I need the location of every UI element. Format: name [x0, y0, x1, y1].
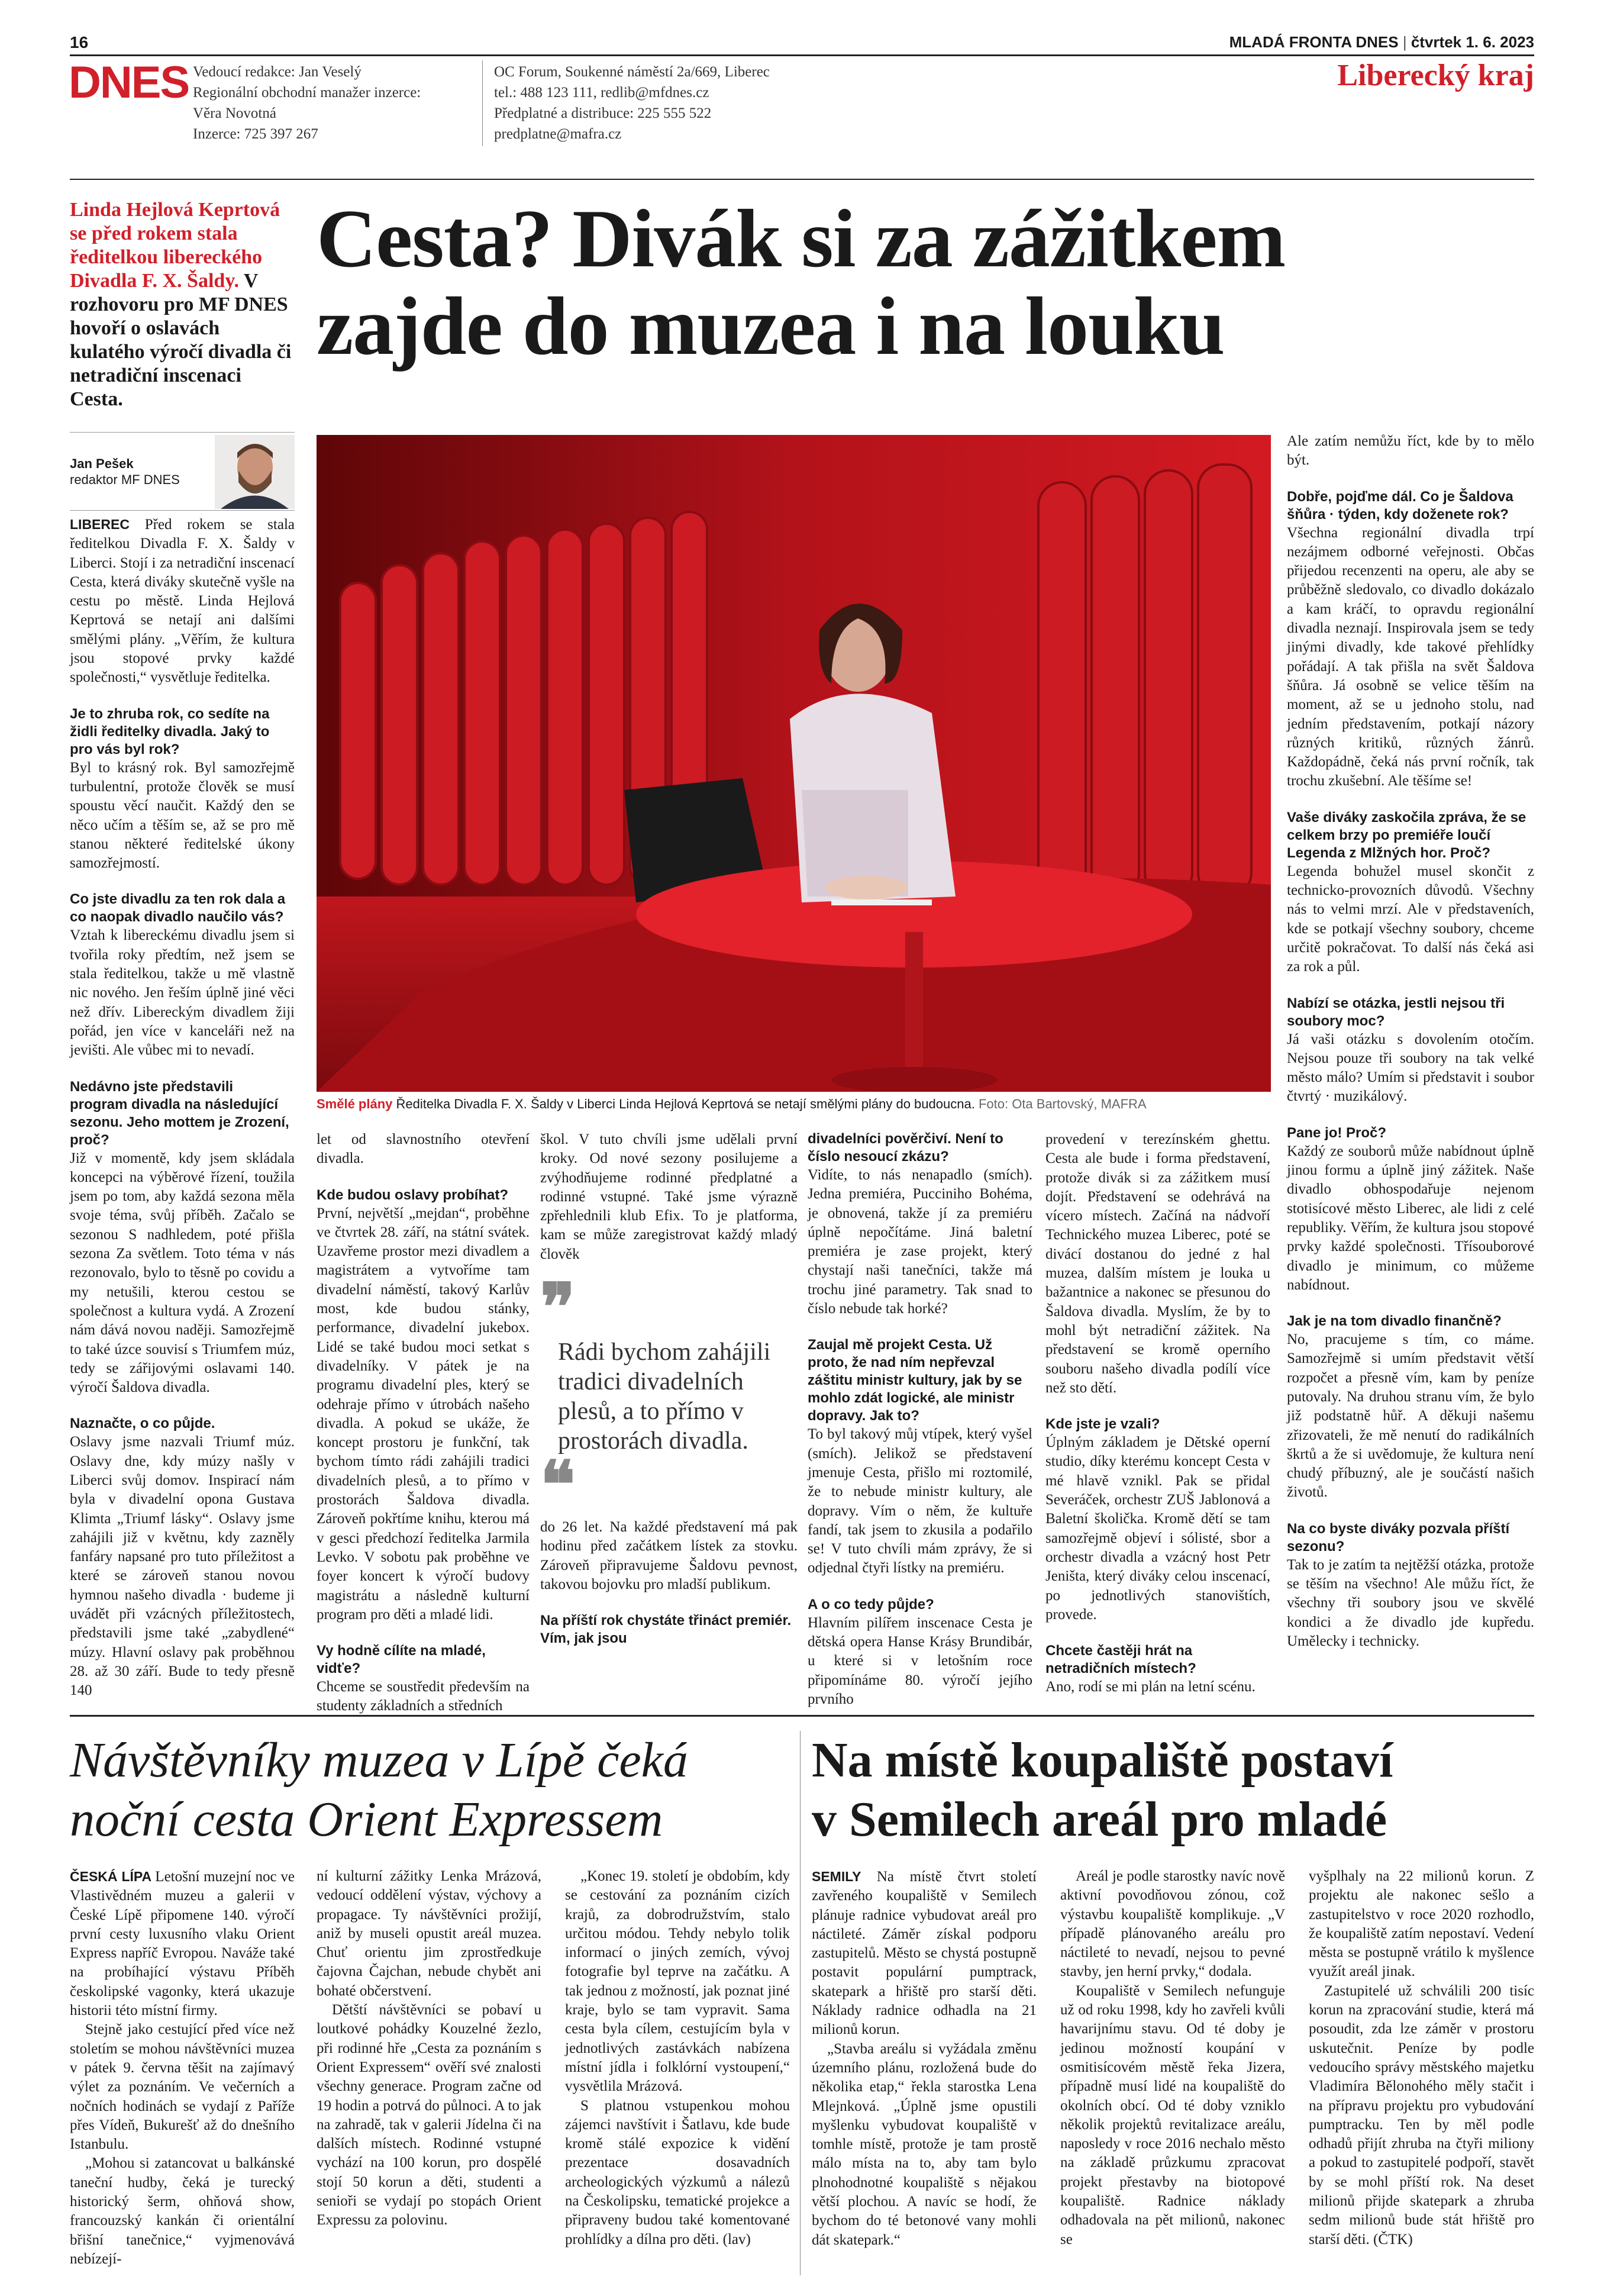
- question: Pane jo! Proč?: [1287, 1124, 1387, 1141]
- paragraph: Každý ze souborů může nabídnout úplně jinou formu a úplně jiný zážitek. Naše divadlo obhospodařuje nejenom stotisícové město Liberec, ale lidi z celé republiky. Věřím, že kultura jsou stopové prvky každé společnosti. Třísouborové divadlo je minimum, co můžeme nabídnout.: [1287, 1143, 1534, 1293]
- author-bottom-rule: [70, 510, 295, 511]
- paragraph: Tak to je zatím ta nejtěžší otázka, protože se těším na všechno! Ale můžu říct, že všechny tři soubory jsou ve skvělé kondici a že divadlo jde kupředu. Umělecky i technicky.: [1287, 1556, 1534, 1649]
- dateline: LIBEREC: [70, 517, 145, 532]
- main-col-3-bottom: [540, 1518, 798, 1647]
- paragraph: Úplným základem je Dětské operní studio, díky kterému koncept Cesta v mé hlavě vznikl. Pak se přidal Severáček, orchestr ZUŠ Jablonová a Baletní školička. Kromě dětí se tam samozřejmě objeví i sólisté, sbor a orchestr divadla a vzácný host Petr Jeništa, který diváky celou inscenací, po jednotlivých stanovištích, provede.: [1045, 1434, 1270, 1623]
- dateline: ČESKÁ LÍPA: [70, 1869, 156, 1884]
- contacts-right: OC Forum, Soukenné náměstí 2a/669, Liberec tel.: 488 123 111, redlib@mfdnes.cz Předplatné a distribuce: 225 555 522 predplatne@mafra.cz: [494, 64, 770, 142]
- paragraph: Ale zatím nemůžu říct, kde by to mělo být.: [1287, 433, 1534, 469]
- paragraph: „Mohou si zatancovat u balkánské taneční hudby, čeká je turecký historický šerm, ohňová show, francouzský kankán či orientální břišní tanečnice,“ vyjmenovává nebízejí-: [70, 2155, 295, 2267]
- main-photo: [317, 435, 1271, 1092]
- paragraph: Chceme se soustředit především na studenty základních a středních: [317, 1679, 530, 1714]
- paragraph: První, největší „mejdan“, proběhne ve čtvrtek 28. září, na státní svátek. Uzavřeme prostor mezi divadlem a magistrátem a vytvoříme tam divadelní náměstí, takový Karlův most, kde budou stánky, performance, divadelní jukebox. Lidé se také budou moci setkat s divadelníky. V pátek je na programu divadelní ples, který se odehraje přímo v útrobách našeho divadla. A pokud se ukáže, že koncept prostoru je funkční, tak bychom tímto rádi zahájili tradici divadelních plesů, a to přímo v prostorách Šaldova divadla. Zároveň pokřtíme knihu, kterou má v gesci předchozí ředitelka Jarmila Levko. V sobotu pak proběhne ve foyer koncert k výročí budovy magistrátu a následně kulturní program pro děti a mladé lidi.: [317, 1205, 530, 1623]
- paragraph: SEMILY Na místě čtvrt století zavřeného koupaliště v Semilech plánuje radnice vybudovat areál pro náctileté. Záměr získal podporu zastupitelů. Město se chystá postupně postavit populární pumptrack, skatepark a hřiště pro starší děti. Náklady radnice odhadla na 21 milionů korun.: [812, 1869, 1037, 2038]
- main-col-5: [1045, 1130, 1270, 1697]
- region-title: Liberecký kraj: [1337, 59, 1534, 92]
- paragraph: Již v momentě, kdy jsem skládala koncepci na výběrové řízení, toužila jsem po tom, aby každá sezona měla svoje téma, svůj příběh. Začalo se sezonou S nadhledem, poté přišla sezona Za světlem. Toto téma v nás rezonovalo, bylo to těsně po covidu a my netušili, kterou cestou se společnost a kultura vydá. A Zrození nám dává novou naději. Samozřejmě to také úzce souvisí s Triumfem múz, tedy se zářijovými oslavami 140. výročí Šaldova divadla.: [70, 1150, 295, 1396]
- contacts-left: Vedoucí redakce: Jan Veselý Regionální obchodní manažer inzerce: Věra Novotná Inzerce: 725 397 267: [193, 64, 421, 142]
- paragraph: Stejně jako cestující před více než stoletím se mohou návštěvníci muzea v pátek 9. června těšit na zajímavý výlet za poznáním. Ve večerních a nočních hodinách se vydají z Paříže přes Vídeň, Bukurešť až do dnešního Istanbulu.: [70, 2021, 295, 2153]
- paragraph: Byl to krásný rok. Byl samozřejmě turbulentní, protože člověk se musí spoustu věcí naučit. Každý den se něco učím a těším se, až se pro mě stanou některé ředitelské úkony samozřejmostí.: [70, 759, 295, 872]
- author-role: redaktor MF DNES: [70, 472, 180, 487]
- photo-caption: [317, 1096, 1271, 1112]
- caption-text: Ředitelka Divadla F. X. Šaldy v Liberci Linda Hejlová Keprtová se netají smělými plány do budoucna.: [396, 1097, 975, 1111]
- paragraph: LIBEREC Před rokem se stala ředitelkou Divadla F. X. Šaldy v Liberci. Stojí i za netradiční inscenací Cesta, která diváky skutečně vyšle na cestu po městě. Linda Hejlová Keprtová se netají ani dalšími smělými plány. „Věřím, že kultura jsou stopové prvky každé společnosti,“ vysvětluje ředitelka.: [70, 517, 295, 686]
- page-number: 16: [70, 33, 89, 51]
- main-headline: Cesta? Divák si za zážitkem zajde do muzea i na louku: [317, 193, 1286, 372]
- paragraph: Vidíte, to nás nenapadlo (smích). Jedna premiéra, Pucciniho Bohéma, je obnovená, takže jí za premiéru úplně nepočítáme. Jiná baletní premiéra je zase projekt, který chystají naši tanečníci, takže má trochu jiné parametry. Tak snad to číslo nebude tak horké?: [808, 1167, 1032, 1317]
- paragraph: Hlavním pilířem inscenace Cesta je dětská opera Hanse Krásy Brundibár, u které si v letošním roce připomínáme 80. výročí jejího prvního: [808, 1614, 1032, 1707]
- paragraph: Oslavy jsme nazvali Triumf múz. Oslavy dne, kdy múzy našly v Liberci svůj domov. Inspirací nám byla v divadelní opona Gustava Klimta „Triumf lásky“. Oslavy jsme zahájili již v květnu, kdy zazněly fanfáry napsané pro tuto příležitost a které se zároveň stanou novou hymnou našeho divadla · budeme ji uvádět při vzácných příležitostech, představili jsme také „zabydlené“ múzy. Hlavní oslavy pak proběhnou 28. až 30 září. Bude to tedy přesně 140: [70, 1434, 295, 1699]
- newspaper-name: MLADÁ FRONTA DNES: [1229, 33, 1399, 51]
- author-byline: [70, 456, 180, 488]
- quote-open-icon: ❞: [540, 1272, 576, 1344]
- paragraph: Legenda bohužel musel skončit z technicko-provozních důvodů. Všechny nás to velmi mrzí. Ale v představeních, kde se potkají všechny soubory, chceme určitě pokračovat. To další nás čeká asi za rok a půl.: [1287, 863, 1534, 975]
- article3-col-3: [1309, 1867, 1534, 2249]
- paragraph: Areál je podle starostky navíc nově aktivní povodňovou zónou, což výstavbu koupaliště komplikuje. „V případě plánovaného areálu pro náctileté to nevadí, nejsou to pevné stavby, jen herní prvky,“ dodala.: [1060, 1868, 1285, 1980]
- author-top-rule: [70, 432, 295, 433]
- issue-date: čtvrtek 1. 6. 2023: [1411, 33, 1534, 51]
- paragraph: let od slavnostního otevření divadla.: [317, 1131, 530, 1167]
- paragraph: Koupaliště v Semilech nefunguje už od roku 1998, kdy ho zavřeli kvůli havarijnímu stavu. Od té doby je jedinou možností koupání v osmitisícovém městě řeka Jizera, případně musí lidé na koupaliště do okolních obcí. Od té doby vzniklo několik projektů revitalizace areálu, naposledy v roce 2016 nechalo město na základě průzkumu zpracovat projekt přestavby na biotopové koupaliště. Radnice náklady odhadovala na pět milionů, nakonec se: [1060, 1982, 1285, 2247]
- main-col-6: [1287, 432, 1534, 1651]
- paragraph: „Stavba areálu si vyžádala změnu územního plánu, rozložená bude do několika etap,“ řekla starostka Lena Mlejnková. „Úplně jsme opustili myšlenku vybudovat koupaliště v tomhle místě, protože je tam prostě málo místa na to, aby tam bylo plnohodnotné koupaliště s nějakou větší plochou. A navíc se hodí, že bychom do té betonové vany mohli dát skatepark.“: [812, 2040, 1037, 2248]
- article2-col-2: [317, 1867, 541, 2230]
- article3-col-2: [1060, 1867, 1285, 2249]
- quote-close-icon: ❝: [540, 1449, 576, 1521]
- paragraph: do 26 let. Na každé představení má pak hodinu před začátkem lístek za stovku. Zároveň připravujeme Šaldovu pevnost, takovou bojovku pro mladší publikum.: [540, 1519, 798, 1592]
- section-divider: [70, 1715, 1534, 1717]
- caption-credit: Foto: Ota Bartovský, MAFRA: [978, 1097, 1147, 1111]
- question: Nabízí se otázka, jestli nejsou tři soubory moc?: [1287, 995, 1505, 1029]
- paragraph: Zastupitelé už schválili 200 tisíc korun na zpracování studie, která má posoudit, zda lze záměr v prostoru uskutečnit. Peníze by podle vedoucího správy městského majetku Vladimíra Bělonohého měly stačit i na přípravu projektu pro vybudování pumptracku. Ten by měl podle odhadů přijít zhruba na čtyři miliony a pokud to zastupitelé podpoří, stavět by se mohl příští rok. Na deset milionů přijde skatepark a zhruba sedm milionů bude stát hřiště pro starší děti. (ČTK): [1309, 1982, 1534, 2247]
- article2-headline: Návštěvníky muzea v Lípě čeká noční cesta Orient Expressem: [70, 1733, 688, 1847]
- question: Co jste divadlu za ten rok dala a co naopak divadlo naučilo vás?: [70, 891, 286, 926]
- paragraph: Dětští návštěvníci se pobaví u loutkové pohádky Kouzelné žezlo, při rodinné hře „Cesta za poznáním s Orient Expressem“ ověří své znalosti všechny generace. Program začne od 19 hodin a potrvá do půlnoci. A to jak na zahradě, tak v galerii Jídelna či na dalších místech. Rodinné vstupné vychází na 100 korun, pro dospělé stojí 50 korun a děti, studenti a senioři se vydají po stopách Orient Expressu za polovinu.: [317, 2002, 541, 2229]
- pull-quote: ❞ Rádi bychom zahájili tradici divadelních plesů, a to přímo v prostorách divadla. ❝: [540, 1284, 789, 1509]
- author-name: Jan Pešek: [70, 456, 134, 471]
- question: Zaujal mě projekt Cesta. Už proto, že nad ním nepřevzal záštitu ministr kultury, jak by se mohlo zdát logické, ale ministr dopravy. Jak to?: [808, 1337, 1022, 1424]
- lead-paragraph: Linda Hejlová Keprtová se před rokem stala ředitelkou libereckého Divadla F. X. Šaldy. V rozhovoru pro MF DNES hovoří o oslavách kulatého výročí divadla či netradiční inscenaci Cesta.: [70, 199, 292, 410]
- article3-col-1: [812, 1867, 1037, 2250]
- question: Nedávno jste představili program divadla na následující sezonu. Jeho mottem je Zrození, proč?: [70, 1078, 289, 1148]
- caption-label: Smělé plány: [317, 1097, 393, 1111]
- question: Vy hodně cílíte na mladé, vidťe?: [317, 1643, 486, 1677]
- question: Na příští rok chystáte třináct premiér. Vím, jak jsou: [540, 1613, 792, 1647]
- paragraph: Ano, rodí se mi plán na letní scénu.: [1045, 1679, 1256, 1695]
- header-divider: [482, 60, 483, 146]
- paragraph: Všechna regionální divadla trpí nezájmem odborné veřejnosti. Občas přijedou recenzenti na operu, ale aby se průběžně sledovalo, co divadlo dokázalo a kam kráčí, to opravdu regionální divadla neznají. Inspirovala jsem se tedy jinými divadly, kde takové přehlídky pořádají. A tak přišla na svět Šaldova šňůra. Já osobně se velice těším na moment, až se u jednoho stolu, nad jedním představením, potkají názory různých kritiků, různých žánrů. Každopádně, čeká nás první ročník, tak trochu zkušební. Ale těšíme se!: [1287, 524, 1534, 789]
- paragraph: vyšplhaly na 22 milionů korun. Z projektu ale nakonec sešlo a zastupitelstvo v roce 2020 rozhodlo, že koupaliště zatím nepostaví. Vedení města se postupně vrátilo k myšlence využít areál jinak.: [1309, 1868, 1534, 1980]
- articles-divider: [800, 1731, 801, 2275]
- paragraph: S platnou vstupenkou mohou zájemci navštívit i Šatlavu, kde bude kromě stálé expozice k vidění prezentace dosavadních archeologických výzkumů a nálezů na Českolipsku, tematické projekce a připraveny budou také komentované prohlídky a dílna pro děti. (lav): [565, 2097, 790, 2247]
- edition-info: MLADÁ FRONTA DNES | čtvrtek 1. 6. 2023: [1229, 33, 1534, 51]
- question: Kde jste je vzali?: [1045, 1416, 1160, 1433]
- question: Kde budou oslavy probíhat?: [317, 1186, 509, 1203]
- question: divadelníci pověrčiví. Není to číslo nesoucí zkázu?: [808, 1131, 1003, 1165]
- article3-headline: Na místě koupaliště postaví v Semilech areál pro mladé: [812, 1733, 1393, 1847]
- question: A o co tedy půjde?: [808, 1596, 934, 1613]
- paragraph: To byl takový můj vtípek, který vyšel (smích). Jelikož se představení jmenuje Cesta, přišlo mi roztomilé, že to nebude ministr kultury, ale dopravy. Vím o něm, že kultuře fandí, tak jsem to zkusila a podařilo se! V tuto chvíli mám zprávy, že si odjednal čtyři lístky na premiéru.: [808, 1426, 1032, 1576]
- header-bottom-rule: [70, 179, 1534, 180]
- main-col-1: [70, 515, 295, 1701]
- article2-col-1: [70, 1867, 295, 2269]
- dateline: SEMILY: [812, 1869, 877, 1884]
- author-avatar: [215, 435, 295, 509]
- header-top-rule: [70, 54, 1534, 56]
- question: Dobře, pojďme dál. Co je Šaldova šňůra · týden, kdy doženete rok?: [1287, 488, 1513, 523]
- paragraph: ČESKÁ LÍPA Letošní muzejní noc ve Vlastivědném muzeu a galerii v České Lípě připomene 140. výročí první cesty luxusního vlaku Orient Express napříč Evropou. Naváže také na probíhající výstavu Příběh českolipské vagonky, která ukazuje historii této místní firmy.: [70, 1869, 295, 2019]
- question: Jak je na tom divadlo finančně?: [1287, 1313, 1502, 1330]
- paragraph: Vztah k libereckému divadlu jsem si tvořila roky předtím, než jsem se stala ředitelkou, takže u mě vlastně nic nového. Jen řeším úplně jiné věci než dřív. Libereckým divadlem žiji pořád, jen více v kanceláři než na jevišti. Ale vůbec mi to nevadí.: [70, 927, 295, 1059]
- paragraph: ní kulturní zážitky Lenka Mrázová, vedoucí oddělení výstav, výchovy a propagace. Ty návštěvníci prožijí, aniž by museli opustit areál muzea. Chuť orientu jim zprostředkuje čajovna Čajchan, nebude chybět ani bohaté občerstvení.: [317, 1868, 541, 1999]
- question: Na co byste diváky pozvala příští sezonu?: [1287, 1520, 1510, 1555]
- main-col-3-top: [540, 1130, 798, 1264]
- brand-logo: DNES: [69, 57, 189, 108]
- question: Vaše diváky zaskočila zpráva, že se celkem brzy po premiéře loučí Legenda z Mlžných hor. Proč?: [1287, 809, 1526, 861]
- question: Je to zhruba rok, co sedíte na židli ředitelky divadla. Jaký to pro vás byl rok?: [70, 705, 270, 757]
- paragraph: provedení v terezínském ghettu. Cesta ale bude i forma představení, protože divák si za zážitkem musí dojít. Představení se odehrává na vícero místech. Začíná na nádvoří Technického muzea Liberec, poté se divácí dostanou do jedné z hal muzea, dalším místem je louka u bažantnice a nakonec se přesunou do Šaldova divadla. Myslím, že by to mohl být netradiční zážitek. Na představení se kromě operního souboru našeho divadla podílí více než sto dětí.: [1045, 1131, 1270, 1396]
- question: Chcete častěji hrát na netradičních místech?: [1045, 1643, 1196, 1677]
- paragraph: škol. V tuto chvíli jsme udělali první kroky. Od nové sezony posilujeme a zvýhodňujeme rodinné předplatné a rodinné vstupné. Také jsme výrazně zpřehlednili klub Efix. To je platforma, kam se může zaregistrovat každý mladý člověk: [540, 1131, 798, 1262]
- main-col-2: [317, 1130, 530, 1716]
- paragraph: „Konec 19. století je obdobím, kdy se cestování za poznáním cizích krajů, za dobrodružstvím, stalo určitou módou. Tehdy nebylo tolik informací o jiných zemích, vývoj fotografie byl teprve na začátku. A tak jednou z možností, jak poznat jiné kraje, bylo se tam vypravit. Sama cesta byla cílem, cestujícím byla v jednotlivých zastávkách nabízena místní jídla i folklórní vystoupení,“ vysvětlila Mrázová.: [565, 1868, 790, 2095]
- paragraph: No, pracujeme s tím, co máme. Samozřejmě si umím představit větší rozpočet a přesně vím, kam by peníze putovaly. Na druhou stranu vím, že bylo již podstatně hůř. A děkuji našemu zřizovateli, že mě nenutí do radikálních škrtů a že si uvědomuje, že kultura není chudý příbuzný, ale je součástí našich životů.: [1287, 1331, 1534, 1501]
- paragraph: Já vaši otázku s dovolením otočím. Nejsou pouze tři soubory na tak velké město málo? Umím si představit i soubor čtvrtý · muzikálový.: [1287, 1031, 1534, 1105]
- article2-col-3: [565, 1867, 790, 2249]
- main-col-4: [808, 1130, 1032, 1709]
- question: Naznačte, o co půjde.: [70, 1415, 215, 1432]
